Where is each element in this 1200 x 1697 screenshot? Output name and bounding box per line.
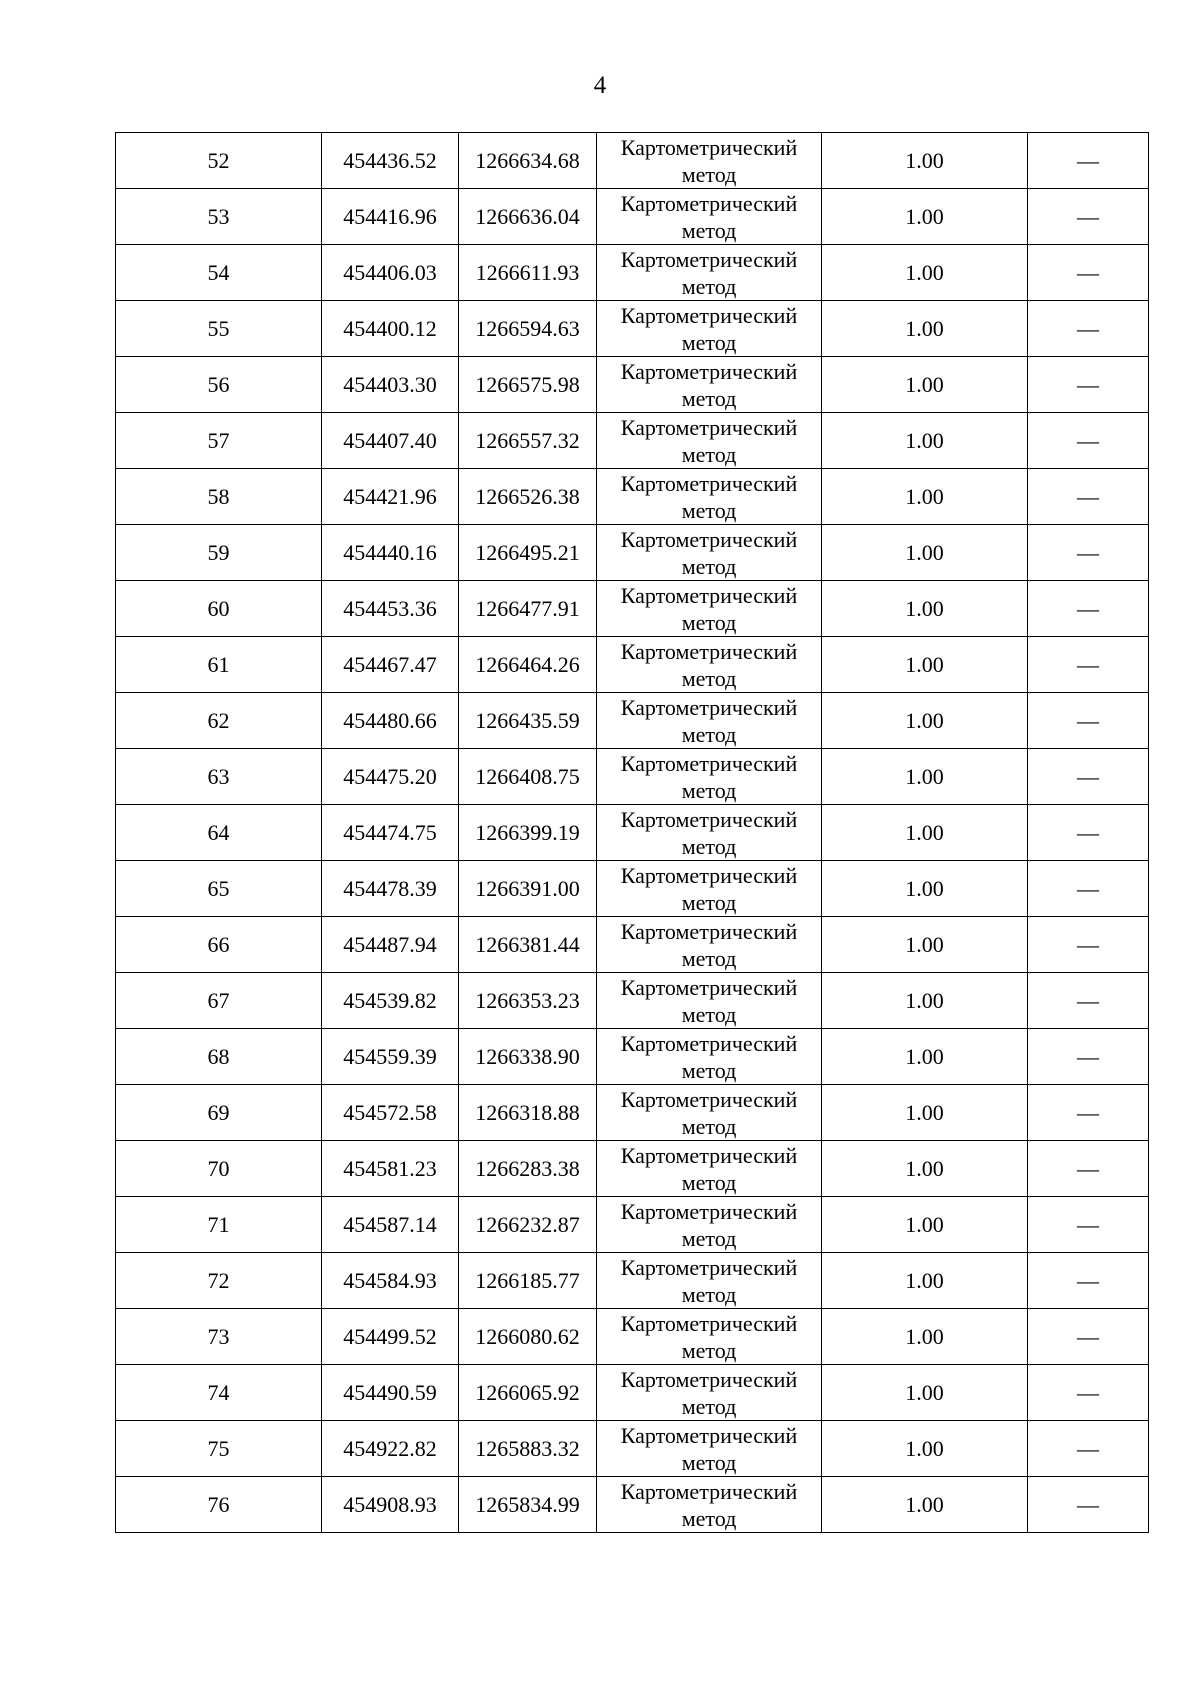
point-number-cell: 73 bbox=[116, 1309, 322, 1365]
note-cell: — bbox=[1028, 1029, 1149, 1085]
note-cell: — bbox=[1028, 1309, 1149, 1365]
table-row bbox=[116, 973, 1149, 1029]
coordinate-x-cell: 454584.93 bbox=[322, 1253, 459, 1309]
point-number-cell: 57 bbox=[116, 413, 322, 469]
method-cell: Картометрический метод bbox=[597, 917, 822, 973]
table-row bbox=[116, 133, 1149, 189]
method-cell: Картометрический метод bbox=[597, 1253, 822, 1309]
accuracy-cell: 1.00 bbox=[822, 637, 1028, 693]
table-row bbox=[116, 1477, 1149, 1533]
coordinate-x-cell: 454474.75 bbox=[322, 805, 459, 861]
note-cell: — bbox=[1028, 189, 1149, 245]
method-cell: Картометрический метод bbox=[597, 973, 822, 1029]
accuracy-cell: 1.00 bbox=[822, 1197, 1028, 1253]
point-number-cell: 74 bbox=[116, 1365, 322, 1421]
accuracy-cell: 1.00 bbox=[822, 1365, 1028, 1421]
method-cell: Картометрический метод bbox=[597, 1421, 822, 1477]
point-number-cell: 54 bbox=[116, 245, 322, 301]
point-number-cell: 56 bbox=[116, 357, 322, 413]
coordinate-y-cell: 1266283.38 bbox=[459, 1141, 597, 1197]
accuracy-cell: 1.00 bbox=[822, 861, 1028, 917]
point-number-cell: 59 bbox=[116, 525, 322, 581]
page-number: 4 bbox=[593, 72, 607, 99]
table-row bbox=[116, 693, 1149, 749]
method-cell: Картометрический метод bbox=[597, 861, 822, 917]
table-row bbox=[116, 1029, 1149, 1085]
table-row bbox=[116, 861, 1149, 917]
accuracy-cell: 1.00 bbox=[822, 1141, 1028, 1197]
coordinate-y-cell: 1266381.44 bbox=[459, 917, 597, 973]
note-cell: — bbox=[1028, 749, 1149, 805]
method-cell: Картометрический метод bbox=[597, 581, 822, 637]
table-row bbox=[116, 805, 1149, 861]
coordinate-x-cell: 454453.36 bbox=[322, 581, 459, 637]
method-cell: Картометрический метод bbox=[597, 693, 822, 749]
accuracy-cell: 1.00 bbox=[822, 525, 1028, 581]
coordinate-y-cell: 1266594.63 bbox=[459, 301, 597, 357]
method-cell: Картометрический метод bbox=[597, 1477, 822, 1533]
method-cell: Картометрический метод bbox=[597, 301, 822, 357]
method-cell: Картометрический метод bbox=[597, 469, 822, 525]
note-cell: — bbox=[1028, 581, 1149, 637]
coordinate-x-cell: 454539.82 bbox=[322, 973, 459, 1029]
coordinate-x-cell: 454581.23 bbox=[322, 1141, 459, 1197]
point-number-cell: 72 bbox=[116, 1253, 322, 1309]
table-row bbox=[116, 1141, 1149, 1197]
table-row bbox=[116, 917, 1149, 973]
coordinate-y-cell: 1266338.90 bbox=[459, 1029, 597, 1085]
point-number-cell: 52 bbox=[116, 133, 322, 189]
coordinate-x-cell: 454922.82 bbox=[322, 1421, 459, 1477]
accuracy-cell: 1.00 bbox=[822, 133, 1028, 189]
note-cell: — bbox=[1028, 973, 1149, 1029]
table-row bbox=[116, 637, 1149, 693]
coordinate-x-cell: 454475.20 bbox=[322, 749, 459, 805]
table-row bbox=[116, 1365, 1149, 1421]
method-cell: Картометрический метод bbox=[597, 637, 822, 693]
note-cell: — bbox=[1028, 413, 1149, 469]
point-number-cell: 63 bbox=[116, 749, 322, 805]
coordinate-x-cell: 454478.39 bbox=[322, 861, 459, 917]
accuracy-cell: 1.00 bbox=[822, 1421, 1028, 1477]
method-cell: Картометрический метод bbox=[597, 1197, 822, 1253]
method-cell: Картометрический метод bbox=[597, 133, 822, 189]
coordinate-y-cell: 1266353.23 bbox=[459, 973, 597, 1029]
method-cell: Картометрический метод bbox=[597, 1309, 822, 1365]
accuracy-cell: 1.00 bbox=[822, 413, 1028, 469]
coordinate-y-cell: 1265834.99 bbox=[459, 1477, 597, 1533]
point-number-cell: 64 bbox=[116, 805, 322, 861]
method-cell: Картометрический метод bbox=[597, 749, 822, 805]
point-number-cell: 66 bbox=[116, 917, 322, 973]
method-cell: Картометрический метод bbox=[597, 189, 822, 245]
method-cell: Картометрический метод bbox=[597, 805, 822, 861]
coordinate-y-cell: 1266232.87 bbox=[459, 1197, 597, 1253]
coordinate-x-cell: 454421.96 bbox=[322, 469, 459, 525]
coordinate-x-cell: 454440.16 bbox=[322, 525, 459, 581]
table-row bbox=[116, 413, 1149, 469]
point-number-cell: 71 bbox=[116, 1197, 322, 1253]
table-row bbox=[116, 357, 1149, 413]
table-row bbox=[116, 245, 1149, 301]
method-cell: Картометрический метод bbox=[597, 1141, 822, 1197]
note-cell: — bbox=[1028, 861, 1149, 917]
note-cell: — bbox=[1028, 1197, 1149, 1253]
accuracy-cell: 1.00 bbox=[822, 581, 1028, 637]
table-row bbox=[116, 189, 1149, 245]
coordinate-y-cell: 1266391.00 bbox=[459, 861, 597, 917]
accuracy-cell: 1.00 bbox=[822, 1029, 1028, 1085]
coordinate-y-cell: 1266399.19 bbox=[459, 805, 597, 861]
point-number-cell: 65 bbox=[116, 861, 322, 917]
coordinate-x-cell: 454403.30 bbox=[322, 357, 459, 413]
point-number-cell: 69 bbox=[116, 1085, 322, 1141]
note-cell: — bbox=[1028, 1421, 1149, 1477]
method-cell: Картометрический метод bbox=[597, 1029, 822, 1085]
coordinate-y-cell: 1266477.91 bbox=[459, 581, 597, 637]
accuracy-cell: 1.00 bbox=[822, 357, 1028, 413]
point-number-cell: 55 bbox=[116, 301, 322, 357]
coordinate-x-cell: 454499.52 bbox=[322, 1309, 459, 1365]
coordinate-x-cell: 454406.03 bbox=[322, 245, 459, 301]
coordinate-y-cell: 1266065.92 bbox=[459, 1365, 597, 1421]
point-number-cell: 75 bbox=[116, 1421, 322, 1477]
point-number-cell: 68 bbox=[116, 1029, 322, 1085]
coordinate-x-cell: 454416.96 bbox=[322, 189, 459, 245]
note-cell: — bbox=[1028, 301, 1149, 357]
point-number-cell: 76 bbox=[116, 1477, 322, 1533]
coordinate-x-cell: 454407.40 bbox=[322, 413, 459, 469]
note-cell: — bbox=[1028, 525, 1149, 581]
note-cell: — bbox=[1028, 357, 1149, 413]
point-number-cell: 67 bbox=[116, 973, 322, 1029]
table-row bbox=[116, 1253, 1149, 1309]
coordinate-y-cell: 1266634.68 bbox=[459, 133, 597, 189]
table-row bbox=[116, 1421, 1149, 1477]
coordinate-y-cell: 1266435.59 bbox=[459, 693, 597, 749]
accuracy-cell: 1.00 bbox=[822, 973, 1028, 1029]
coordinate-x-cell: 454572.58 bbox=[322, 1085, 459, 1141]
accuracy-cell: 1.00 bbox=[822, 1253, 1028, 1309]
coordinate-x-cell: 454400.12 bbox=[322, 301, 459, 357]
coordinates-table-body bbox=[116, 133, 1149, 1533]
note-cell: — bbox=[1028, 693, 1149, 749]
point-number-cell: 60 bbox=[116, 581, 322, 637]
note-cell: — bbox=[1028, 1141, 1149, 1197]
table-row bbox=[116, 469, 1149, 525]
coordinate-y-cell: 1266318.88 bbox=[459, 1085, 597, 1141]
accuracy-cell: 1.00 bbox=[822, 189, 1028, 245]
coordinate-x-cell: 454908.93 bbox=[322, 1477, 459, 1533]
coordinate-y-cell: 1266464.26 bbox=[459, 637, 597, 693]
coordinate-x-cell: 454436.52 bbox=[322, 133, 459, 189]
table-row bbox=[116, 301, 1149, 357]
coordinate-y-cell: 1266611.93 bbox=[459, 245, 597, 301]
accuracy-cell: 1.00 bbox=[822, 1477, 1028, 1533]
table-row bbox=[116, 1309, 1149, 1365]
note-cell: — bbox=[1028, 805, 1149, 861]
coordinate-y-cell: 1266636.04 bbox=[459, 189, 597, 245]
method-cell: Картометрический метод bbox=[597, 525, 822, 581]
method-cell: Картометрический метод bbox=[597, 245, 822, 301]
coordinate-y-cell: 1266080.62 bbox=[459, 1309, 597, 1365]
note-cell: — bbox=[1028, 637, 1149, 693]
table-row bbox=[116, 1197, 1149, 1253]
coordinate-x-cell: 454467.47 bbox=[322, 637, 459, 693]
method-cell: Картометрический метод bbox=[597, 1085, 822, 1141]
point-number-cell: 61 bbox=[116, 637, 322, 693]
accuracy-cell: 1.00 bbox=[822, 693, 1028, 749]
point-number-cell: 53 bbox=[116, 189, 322, 245]
coordinate-y-cell: 1266408.75 bbox=[459, 749, 597, 805]
coordinate-y-cell: 1266526.38 bbox=[459, 469, 597, 525]
note-cell: — bbox=[1028, 1085, 1149, 1141]
accuracy-cell: 1.00 bbox=[822, 1085, 1028, 1141]
accuracy-cell: 1.00 bbox=[822, 917, 1028, 973]
accuracy-cell: 1.00 bbox=[822, 805, 1028, 861]
point-number-cell: 58 bbox=[116, 469, 322, 525]
coordinates-table bbox=[115, 132, 1149, 1533]
accuracy-cell: 1.00 bbox=[822, 749, 1028, 805]
method-cell: Картометрический метод bbox=[597, 413, 822, 469]
note-cell: — bbox=[1028, 133, 1149, 189]
coordinate-y-cell: 1266557.32 bbox=[459, 413, 597, 469]
coordinate-x-cell: 454487.94 bbox=[322, 917, 459, 973]
note-cell: — bbox=[1028, 469, 1149, 525]
note-cell: — bbox=[1028, 245, 1149, 301]
note-cell: — bbox=[1028, 1253, 1149, 1309]
note-cell: — bbox=[1028, 917, 1149, 973]
coordinate-y-cell: 1266495.21 bbox=[459, 525, 597, 581]
coordinate-y-cell: 1266575.98 bbox=[459, 357, 597, 413]
table-row bbox=[116, 525, 1149, 581]
coordinate-x-cell: 454587.14 bbox=[322, 1197, 459, 1253]
table-row bbox=[116, 1085, 1149, 1141]
accuracy-cell: 1.00 bbox=[822, 245, 1028, 301]
coordinate-x-cell: 454480.66 bbox=[322, 693, 459, 749]
coordinate-x-cell: 454559.39 bbox=[322, 1029, 459, 1085]
coordinate-y-cell: 1266185.77 bbox=[459, 1253, 597, 1309]
point-number-cell: 70 bbox=[116, 1141, 322, 1197]
method-cell: Картометрический метод bbox=[597, 1365, 822, 1421]
accuracy-cell: 1.00 bbox=[822, 301, 1028, 357]
table-row bbox=[116, 581, 1149, 637]
accuracy-cell: 1.00 bbox=[822, 1309, 1028, 1365]
note-cell: — bbox=[1028, 1477, 1149, 1533]
method-cell: Картометрический метод bbox=[597, 357, 822, 413]
point-number-cell: 62 bbox=[116, 693, 322, 749]
table-row bbox=[116, 749, 1149, 805]
coordinate-y-cell: 1265883.32 bbox=[459, 1421, 597, 1477]
note-cell: — bbox=[1028, 1365, 1149, 1421]
coordinate-x-cell: 454490.59 bbox=[322, 1365, 459, 1421]
accuracy-cell: 1.00 bbox=[822, 469, 1028, 525]
